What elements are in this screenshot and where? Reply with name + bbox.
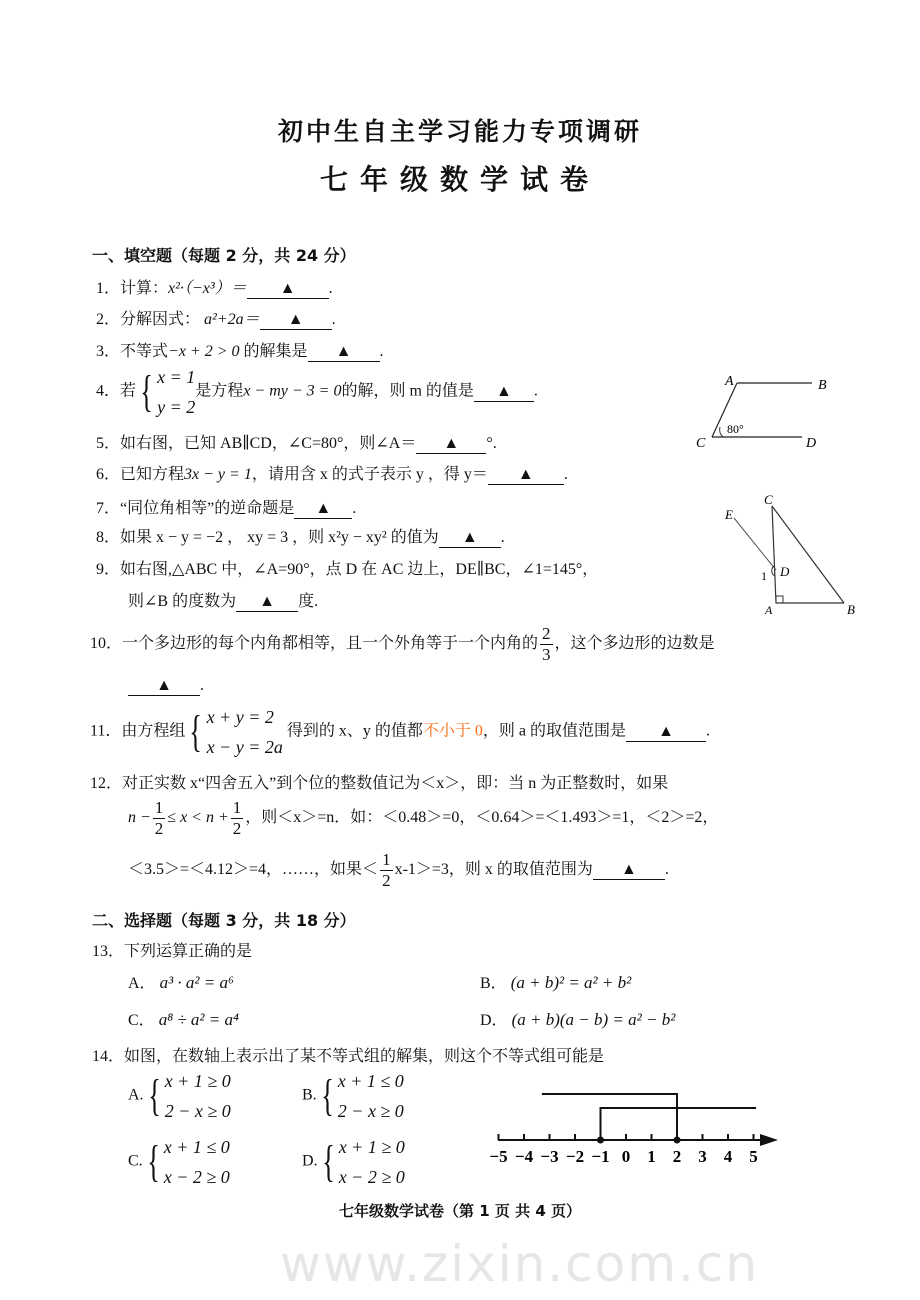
option-label: C． bbox=[128, 1012, 155, 1029]
tick-label: 5 bbox=[749, 1147, 758, 1166]
tick-label: −5 bbox=[489, 1147, 508, 1166]
answer-blank[interactable]: ▲ bbox=[439, 529, 501, 548]
q-math: x²·（−x³）＝ bbox=[168, 280, 247, 297]
option-label: A. bbox=[128, 1086, 144, 1104]
q-number: 3． bbox=[96, 343, 121, 360]
equation: x + 1 ≤ 0 bbox=[337, 1071, 404, 1091]
answer-blank[interactable]: ▲ bbox=[308, 343, 380, 362]
brace-icon: { bbox=[320, 1071, 334, 1120]
q-text: 由方程组 bbox=[121, 722, 186, 740]
option-label: A． bbox=[128, 975, 156, 992]
q-number: 13． bbox=[92, 943, 125, 960]
q-number: 7． bbox=[96, 500, 121, 517]
question-12 bbox=[90, 770, 668, 793]
q-end: . bbox=[379, 343, 384, 360]
q-text: 的解，则 m 的值是 bbox=[341, 382, 474, 400]
q-end: . bbox=[563, 466, 568, 483]
q-text: 得到的 x、y 的值都 bbox=[286, 722, 423, 740]
option-14c[interactable] bbox=[128, 1132, 230, 1192]
equation-system bbox=[157, 362, 195, 422]
tick-label: −2 bbox=[565, 1147, 585, 1166]
q-number: 11． bbox=[90, 722, 122, 740]
q-number: 1． bbox=[96, 280, 121, 297]
answer-blank[interactable]: ▲ bbox=[260, 311, 332, 330]
q-number: 5． bbox=[96, 435, 121, 452]
label-b: B bbox=[847, 602, 855, 617]
q-end: . bbox=[352, 500, 357, 517]
question-11 bbox=[90, 702, 710, 762]
q-text: x-1＞=3，则 x 的取值范围为 bbox=[394, 861, 593, 879]
equation: x − 2 ≥ 0 bbox=[338, 1167, 405, 1187]
numerator: 2 bbox=[542, 624, 551, 643]
option-13a[interactable] bbox=[128, 970, 234, 993]
question-9 bbox=[96, 556, 598, 579]
question-5 bbox=[96, 430, 497, 454]
parallel-lines-figure bbox=[690, 365, 840, 455]
equation-system bbox=[338, 1066, 404, 1126]
number-line-figure bbox=[480, 1080, 790, 1170]
question-12-line2 bbox=[128, 798, 718, 839]
option-label: B. bbox=[302, 1086, 317, 1104]
q-math: 3x − y = 1 bbox=[184, 466, 252, 483]
option-13c[interactable] bbox=[128, 1007, 239, 1030]
solution-bracket-x-le bbox=[542, 1094, 677, 1140]
q-end: °. bbox=[486, 435, 497, 452]
answer-blank[interactable]: ▲ bbox=[416, 435, 486, 454]
q-text: 不等式 bbox=[120, 343, 169, 360]
option-label: B． bbox=[480, 975, 507, 992]
arrow-icon bbox=[760, 1134, 778, 1146]
option-14b[interactable] bbox=[302, 1066, 404, 1126]
question-3 bbox=[96, 338, 384, 362]
q-text: ＜3.5＞=＜4.12＞=4，……，如果＜ bbox=[128, 861, 379, 879]
q-text: 对正实数 x“四舍五入”到个位的整数值记为＜x＞，即：当 n 为正整数时，如果 bbox=[122, 775, 669, 792]
q-text: 是方程 bbox=[195, 382, 244, 400]
option-math: (a + b)(a − b) = a² − b² bbox=[511, 1010, 676, 1029]
angle-1-label: 1 bbox=[761, 569, 767, 583]
question-8 bbox=[96, 524, 505, 548]
equation: x + 1 ≥ 0 bbox=[338, 1137, 405, 1157]
fraction bbox=[153, 798, 166, 839]
equation: x = 1 bbox=[157, 367, 196, 387]
q-text: ，则＜x＞=n．如：＜0.48＞=0，＜0.64＞=＜1.493＞=1，＜2＞=2， bbox=[245, 809, 719, 827]
q-text: 如右图，已知 AB∥CD，∠C=80°，则∠A＝ bbox=[120, 435, 417, 452]
equation: x + 1 ≥ 0 bbox=[164, 1071, 231, 1091]
q-number: 14． bbox=[92, 1048, 125, 1065]
q-end: 度. bbox=[298, 593, 319, 610]
q-number: 8． bbox=[96, 529, 121, 546]
option-math: a⁸ ÷ a² = a⁴ bbox=[158, 1010, 239, 1029]
label-c: C bbox=[764, 492, 773, 507]
tick-label: 4 bbox=[723, 1147, 733, 1166]
angle-label: 80° bbox=[727, 422, 744, 436]
q-end: . bbox=[500, 529, 505, 546]
question-9-line2 bbox=[128, 588, 318, 612]
label-d: D bbox=[806, 436, 817, 451]
equation-system bbox=[339, 1132, 405, 1192]
q-number: 9． bbox=[96, 561, 121, 578]
option-label: D． bbox=[480, 1012, 508, 1029]
q-math: −x + 2 > 0 bbox=[168, 343, 240, 360]
section-heading-choice: 二、选择题（每题 3 分，共 18 分） bbox=[92, 911, 356, 930]
brace-icon: { bbox=[146, 1137, 160, 1186]
brace-icon: { bbox=[189, 707, 203, 756]
q-number: 6． bbox=[96, 466, 121, 483]
fraction bbox=[380, 850, 393, 891]
numerator: 1 bbox=[232, 798, 242, 817]
equation: x − 2 ≥ 0 bbox=[163, 1167, 230, 1187]
q-math: x − my − 3 = 0 bbox=[243, 382, 342, 400]
answer-blank[interactable]: ▲ bbox=[593, 861, 665, 880]
q-text: 一个多边形的每个内角都相等，且一个外角等于一个内角的 bbox=[122, 635, 539, 653]
label-d: D bbox=[780, 564, 790, 579]
answer-blank[interactable]: ▲ bbox=[474, 383, 534, 402]
option-math: a³ · a² = a⁶ bbox=[159, 973, 234, 992]
option-math: (a + b)² = a² + b² bbox=[510, 973, 632, 992]
answer-blank[interactable]: ▲ bbox=[247, 280, 329, 299]
question-10-blank-line bbox=[128, 677, 204, 696]
answer-blank[interactable]: ▲ bbox=[626, 723, 706, 742]
question-10 bbox=[90, 624, 715, 665]
denominator: 2 bbox=[154, 819, 164, 838]
numerator: 1 bbox=[154, 798, 164, 817]
question-2 bbox=[96, 306, 336, 330]
page-footer: 七年级数学试卷（第 1 页 共 4 页） bbox=[339, 1202, 581, 1220]
q-text: ，则 a 的取值范围是 bbox=[482, 722, 626, 740]
q-text: ，这个多边形的边数是 bbox=[554, 635, 715, 653]
q-text: 分解因式： bbox=[120, 311, 201, 328]
q-math: ≤ x < n + bbox=[167, 809, 229, 827]
numerator: 1 bbox=[382, 850, 391, 869]
question-14 bbox=[92, 1043, 604, 1066]
question-7 bbox=[96, 495, 356, 519]
equation-system bbox=[164, 1132, 230, 1192]
answer-blank[interactable]: ▲ bbox=[236, 593, 298, 612]
q-text: ，请用含 x 的式子表示 y ，得 y＝ bbox=[251, 466, 488, 483]
answer-blank[interactable]: ▲ bbox=[294, 500, 352, 519]
watermark: www.zixin.com.cn bbox=[280, 1235, 760, 1293]
question-13 bbox=[92, 938, 252, 961]
q-number: 4． bbox=[96, 382, 121, 400]
label-a: A bbox=[765, 603, 773, 617]
equation: x + 1 ≤ 0 bbox=[163, 1137, 230, 1157]
q-end: . bbox=[328, 280, 333, 297]
tick-label: −1 bbox=[591, 1147, 610, 1166]
q-end: . bbox=[200, 677, 204, 694]
label-a: A bbox=[725, 374, 734, 389]
highlight-text: 不小于 0 bbox=[422, 722, 483, 740]
tick-label: −4 bbox=[514, 1147, 534, 1166]
denominator: 3 bbox=[542, 645, 551, 664]
equation: x + y = 2 bbox=[206, 707, 274, 727]
equation: 2 − x ≥ 0 bbox=[337, 1101, 404, 1121]
answer-blank[interactable]: ▲ bbox=[128, 677, 200, 696]
q-text: “同位角相等”的逆命题是 bbox=[120, 500, 295, 517]
q-number: 12． bbox=[90, 775, 123, 792]
question-6 bbox=[96, 461, 568, 485]
option-14d[interactable] bbox=[302, 1132, 405, 1192]
label-c: C bbox=[696, 436, 706, 451]
q-end: . bbox=[331, 311, 336, 328]
question-1 bbox=[96, 275, 333, 299]
q-text: 如图，在数轴上表示出了某不等式组的解集，则这个不等式组可能是 bbox=[124, 1048, 605, 1065]
tick-label: 1 bbox=[647, 1147, 656, 1166]
brace-icon: { bbox=[147, 1071, 161, 1120]
question-12-line3 bbox=[128, 850, 669, 891]
triangle-figure bbox=[720, 488, 870, 618]
tick-label: −3 bbox=[540, 1147, 559, 1166]
tick-label: 3 bbox=[698, 1147, 707, 1166]
denominator: 2 bbox=[382, 871, 391, 890]
equation-system bbox=[207, 702, 283, 762]
q-end: . bbox=[705, 722, 710, 740]
equation: 2 − x ≥ 0 bbox=[164, 1101, 231, 1121]
q-number: 2． bbox=[96, 311, 121, 328]
solution-bracket-x-ge bbox=[601, 1108, 757, 1140]
section-heading-fill-in: 一、填空题（每题 2 分，共 24 分） bbox=[92, 246, 356, 265]
fraction bbox=[540, 624, 553, 665]
exam-subtitle: 七年级数学试卷 bbox=[319, 163, 600, 196]
equation-system bbox=[165, 1066, 231, 1126]
brace-icon: { bbox=[140, 367, 153, 416]
exam-title: 初中生自主学习能力专项调研 bbox=[277, 117, 642, 146]
q-end: . bbox=[664, 861, 669, 879]
option-14a[interactable] bbox=[128, 1066, 231, 1126]
q-number: 10． bbox=[90, 635, 123, 653]
q-text: 的解集是 bbox=[243, 343, 308, 360]
answer-blank[interactable]: ▲ bbox=[488, 466, 564, 485]
option-label: D. bbox=[302, 1152, 318, 1170]
fraction bbox=[231, 798, 244, 839]
q-math: n − bbox=[128, 809, 151, 827]
q-text: 若 bbox=[120, 382, 137, 400]
tick-label: 2 bbox=[672, 1147, 682, 1166]
equation: x − y = 2a bbox=[206, 737, 283, 757]
option-13b[interactable] bbox=[480, 970, 631, 993]
label-b: B bbox=[818, 378, 827, 393]
question-4 bbox=[96, 362, 538, 422]
q-text: 计算： bbox=[120, 280, 169, 297]
label-e: E bbox=[725, 507, 733, 522]
q-text: 已知方程 bbox=[120, 466, 185, 483]
q-text: 下列运算正确的是 bbox=[124, 943, 253, 960]
q-text: 如果 x − y = −2 ， xy = 3 ，则 x²y − xy² 的值为 bbox=[120, 529, 439, 546]
option-13d[interactable] bbox=[480, 1007, 675, 1030]
brace-icon: { bbox=[321, 1137, 335, 1186]
tick-label: 0 bbox=[621, 1147, 631, 1166]
denominator: 2 bbox=[232, 819, 242, 838]
q-text: 则∠B 的度数为 bbox=[128, 593, 237, 610]
q-math: a²+2a＝ bbox=[204, 311, 260, 328]
q-end: . bbox=[533, 382, 538, 400]
equation: y = 2 bbox=[157, 397, 196, 417]
option-label: C. bbox=[128, 1152, 143, 1170]
q-text: 如右图,△ABC 中，∠A=90°，点 D 在 AC 边上，DE∥BC，∠1=145°， bbox=[120, 561, 599, 578]
